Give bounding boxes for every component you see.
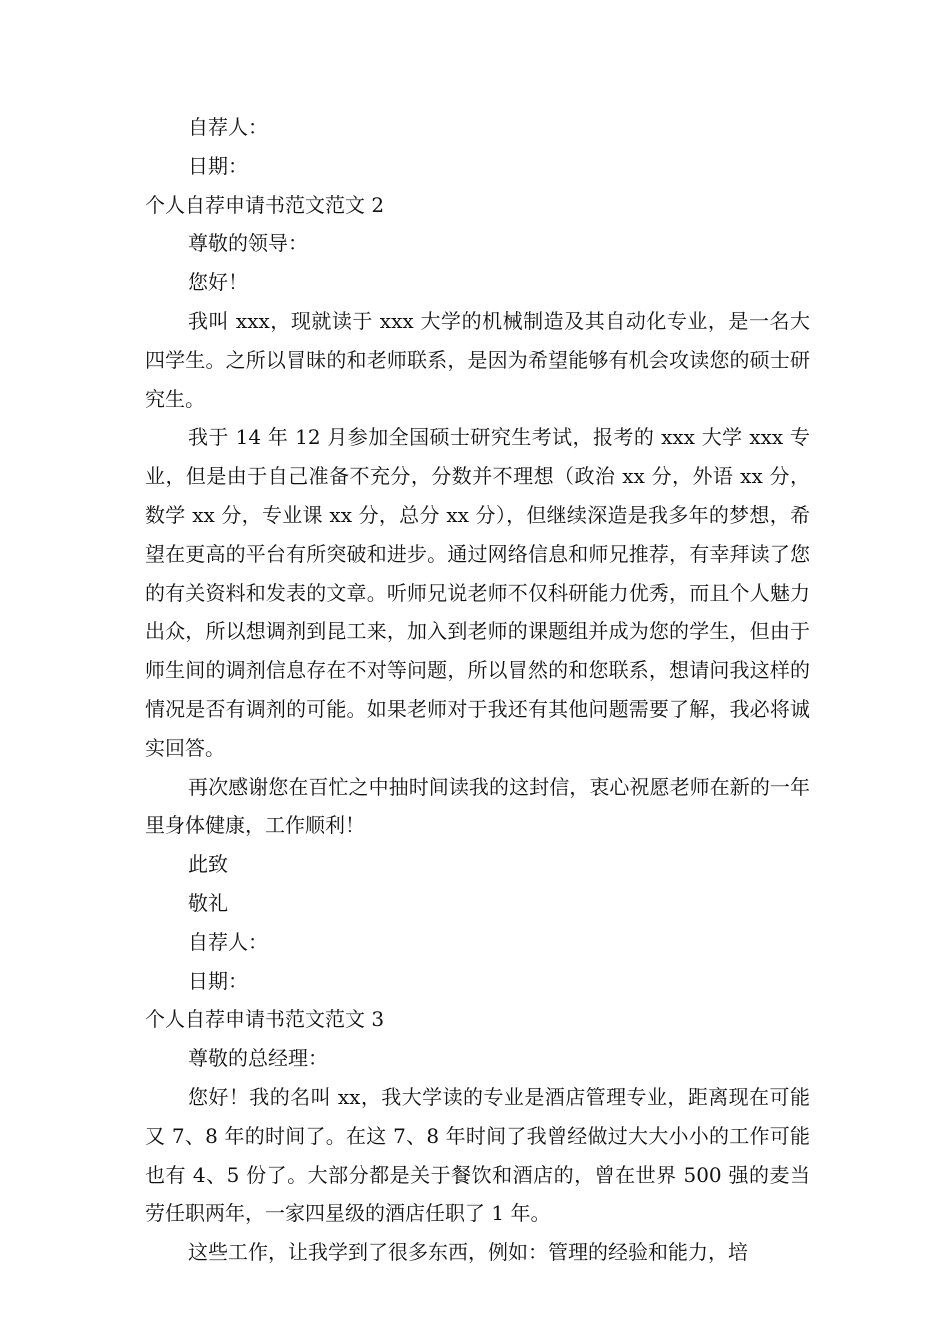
paragraph: 我于 14 年 12 月参加全国硕士研究生考试，报考的 xxx 大学 xxx 专业，但是由于自己准备不充分，分数并不理想（政治 xx 分，外语 xx 分，数学 xx 分，专业课 xx 分，总分 xx 分），但继续深造是我多年的梦想，希望在更高的平台有所突破和进步。通过网络信息和师兄推荐，有幸拜读了您的有关资料和发表的文章。听师兄说老师不仅科研能力优秀，而且个人魅力出众，所以想调剂到昆工来，加入到老师的课题组并成为您的学生，但由于师生间的调剂信息存在不对等问题，所以冒然的和您联系，想请问我这样的情况是否有调剂的可能。如果老师对于我还有其他问题需要了解，我必将诚实回答。 xyxy=(145,425,810,760)
date-label: 日期： xyxy=(188,968,248,993)
paragraph: 我叫 xxx，现就读于 xxx 大学的机械制造及其自动化专业，是一名大四学生。之所以冒昧的和老师联系，是因为希望能够有机会攻读您的硕士研究生。 xyxy=(145,308,810,411)
salutation: 尊敬的总经理： xyxy=(188,1046,328,1071)
paragraph: 您好！我的名叫 xx，我大学读的专业是酒店管理专业，距离现在可能又 7、8 年的时间了。在这 7、8 年时间了我曾经做过大大小小的工作可能也有 4、5 份了。大部分都是关于餐饮和酒店的，曾在世界 500 强的麦当劳任职两年，一家四星级的酒店任职了 1 年。 xyxy=(145,1084,810,1226)
paragraph: 这些工作，让我学到了很多东西，例如：管理的经验和能力，培 xyxy=(188,1240,748,1265)
paragraph: 再次感谢您在百忙之中抽时间读我的这封信，衷心祝愿老师在新的一年里身体健康，工作顺利！ xyxy=(145,774,810,838)
closing-phrase: 此致 xyxy=(188,852,228,877)
salutation: 尊敬的领导： xyxy=(188,231,308,256)
date-label: 日期： xyxy=(188,153,248,178)
section-title-3: 个人自荐申请书范文范文 3 xyxy=(145,1007,385,1032)
document-page xyxy=(145,108,810,1272)
signer-label: 自荐人： xyxy=(188,115,268,139)
section-title-2: 个人自荐申请书范文范文 2 xyxy=(145,192,385,217)
greeting: 您好！ xyxy=(188,270,248,295)
closing-regards: 敬礼 xyxy=(188,890,228,915)
signer-label: 自荐人： xyxy=(188,929,268,954)
